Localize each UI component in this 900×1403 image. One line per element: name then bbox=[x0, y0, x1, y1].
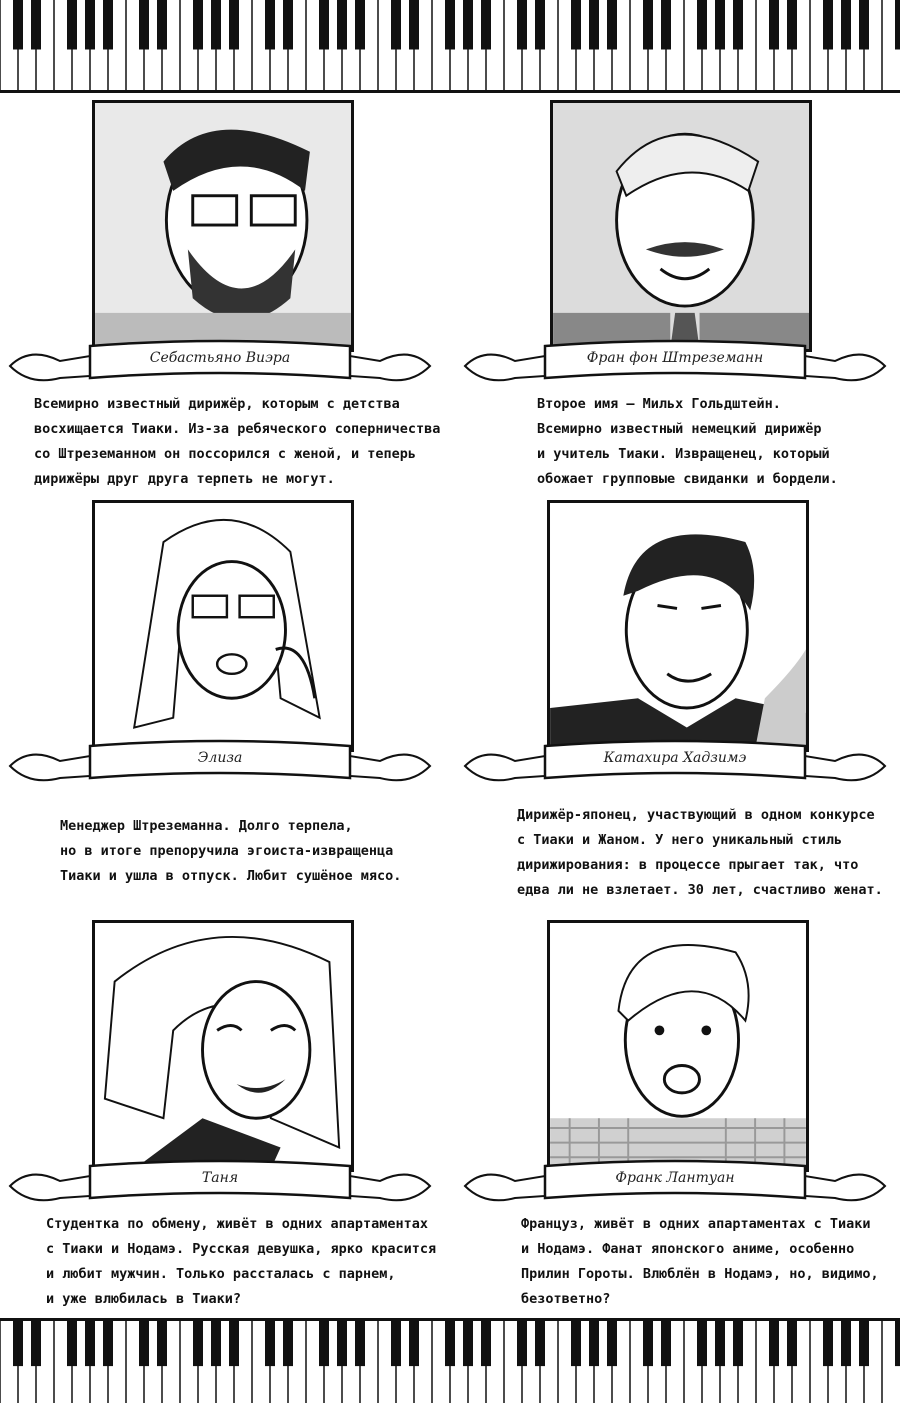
character-portrait bbox=[92, 920, 354, 1172]
character-card-tanya bbox=[0, 920, 440, 1330]
character-portrait bbox=[92, 100, 354, 352]
description-line: Студентка по обмену, живёт в одних апартаментах bbox=[46, 1216, 429, 1232]
piano-keys-top-illustration bbox=[0, 0, 900, 90]
character-card-katahira bbox=[455, 500, 895, 910]
character-description bbox=[517, 803, 900, 903]
description-line: и Нодамэ. Фанат японского аниме, особенно bbox=[521, 1241, 855, 1257]
description-line: Второе имя – Мильх Гольдштейн. bbox=[537, 396, 781, 412]
description-line: дирижёры друг друга терпеть не могут. bbox=[34, 471, 335, 487]
character-name: Элиза bbox=[197, 750, 243, 766]
character-description bbox=[34, 392, 441, 492]
piano-keyboard-bottom-border bbox=[0, 1318, 900, 1403]
character-description bbox=[521, 1212, 900, 1312]
description-line: Француз, живёт в одних апартаментах с Тиаки bbox=[521, 1216, 871, 1232]
portrait-illustration bbox=[550, 503, 806, 749]
character-name: Себастьяно Виэра bbox=[149, 350, 291, 366]
portrait-illustration bbox=[95, 103, 351, 349]
piano-keyboard-top-border bbox=[0, 0, 900, 93]
portrait-illustration bbox=[553, 103, 809, 349]
description-line: со Штреземанном он поссорился с женой, и теперь bbox=[34, 446, 417, 462]
name-ribbon bbox=[0, 736, 440, 786]
description-line: Всемирно известный дирижёр, которым с детства bbox=[34, 396, 400, 412]
name-ribbon bbox=[455, 336, 895, 386]
description-line: Прилин Гороты. Влюблён в Нодамэ, но, видимо, bbox=[521, 1266, 879, 1282]
description-line: восхищается Тиаки. Из-за ребяческого соперничества bbox=[34, 421, 441, 437]
description-line: но в итоге препоручила эгоиста-извращенца bbox=[60, 843, 394, 859]
description-line: Всемирно известный немецкий дирижёр bbox=[537, 421, 822, 437]
name-ribbon bbox=[0, 1156, 440, 1206]
description-line: с Тиаки и Жаном. У него уникальный стиль bbox=[517, 832, 843, 848]
description-line: с Тиаки и Нодамэ. Русская девушка, ярко красится bbox=[46, 1241, 437, 1257]
description-line: Дирижёр-японец, участвующий в одном конкурсе bbox=[517, 807, 875, 823]
character-portrait bbox=[550, 100, 812, 352]
piano-keys-bottom-illustration bbox=[0, 1321, 900, 1403]
portrait-illustration bbox=[550, 923, 806, 1169]
character-card-frank bbox=[455, 920, 895, 1330]
character-description bbox=[537, 392, 900, 492]
character-card-elise bbox=[0, 500, 440, 910]
description-line: безответно? bbox=[521, 1291, 611, 1307]
description-line: и учитель Тиаки. Извращенец, который bbox=[537, 446, 830, 462]
character-description bbox=[60, 814, 460, 889]
character-portrait bbox=[547, 920, 809, 1172]
description-line: едва ли не взлетает. 30 лет, счастливо женат. bbox=[517, 882, 883, 898]
name-ribbon bbox=[0, 336, 440, 386]
description-line: дирижирования: в процессе прыгает так, что bbox=[517, 857, 859, 873]
character-name: Фран фон Штреземанн bbox=[586, 350, 764, 366]
description-line: обожает групповые свиданки и бордели. bbox=[537, 471, 838, 487]
description-line: и уже влюбилась в Тиаки? bbox=[46, 1291, 242, 1307]
name-ribbon bbox=[455, 1156, 895, 1206]
character-portrait bbox=[547, 500, 809, 752]
portrait-illustration bbox=[95, 503, 351, 749]
character-card-stresemann bbox=[455, 100, 895, 510]
character-name: Таня bbox=[201, 1170, 239, 1186]
character-name: Франк Лантуан bbox=[615, 1170, 735, 1186]
portrait-illustration bbox=[95, 923, 351, 1169]
description-line: Менеджер Штреземанна. Долго терпела, bbox=[60, 818, 353, 834]
character-name: Катахира Хадзимэ bbox=[603, 750, 747, 766]
description-line: Тиаки и ушла в отпуск. Любит сушёное мясо. bbox=[60, 868, 402, 884]
description-line: и любит мужчин. Только рассталась с парнем, bbox=[46, 1266, 396, 1282]
character-card-sebastiano-viera bbox=[0, 100, 440, 510]
name-ribbon bbox=[455, 736, 895, 786]
character-description bbox=[46, 1212, 446, 1312]
character-portrait bbox=[92, 500, 354, 752]
